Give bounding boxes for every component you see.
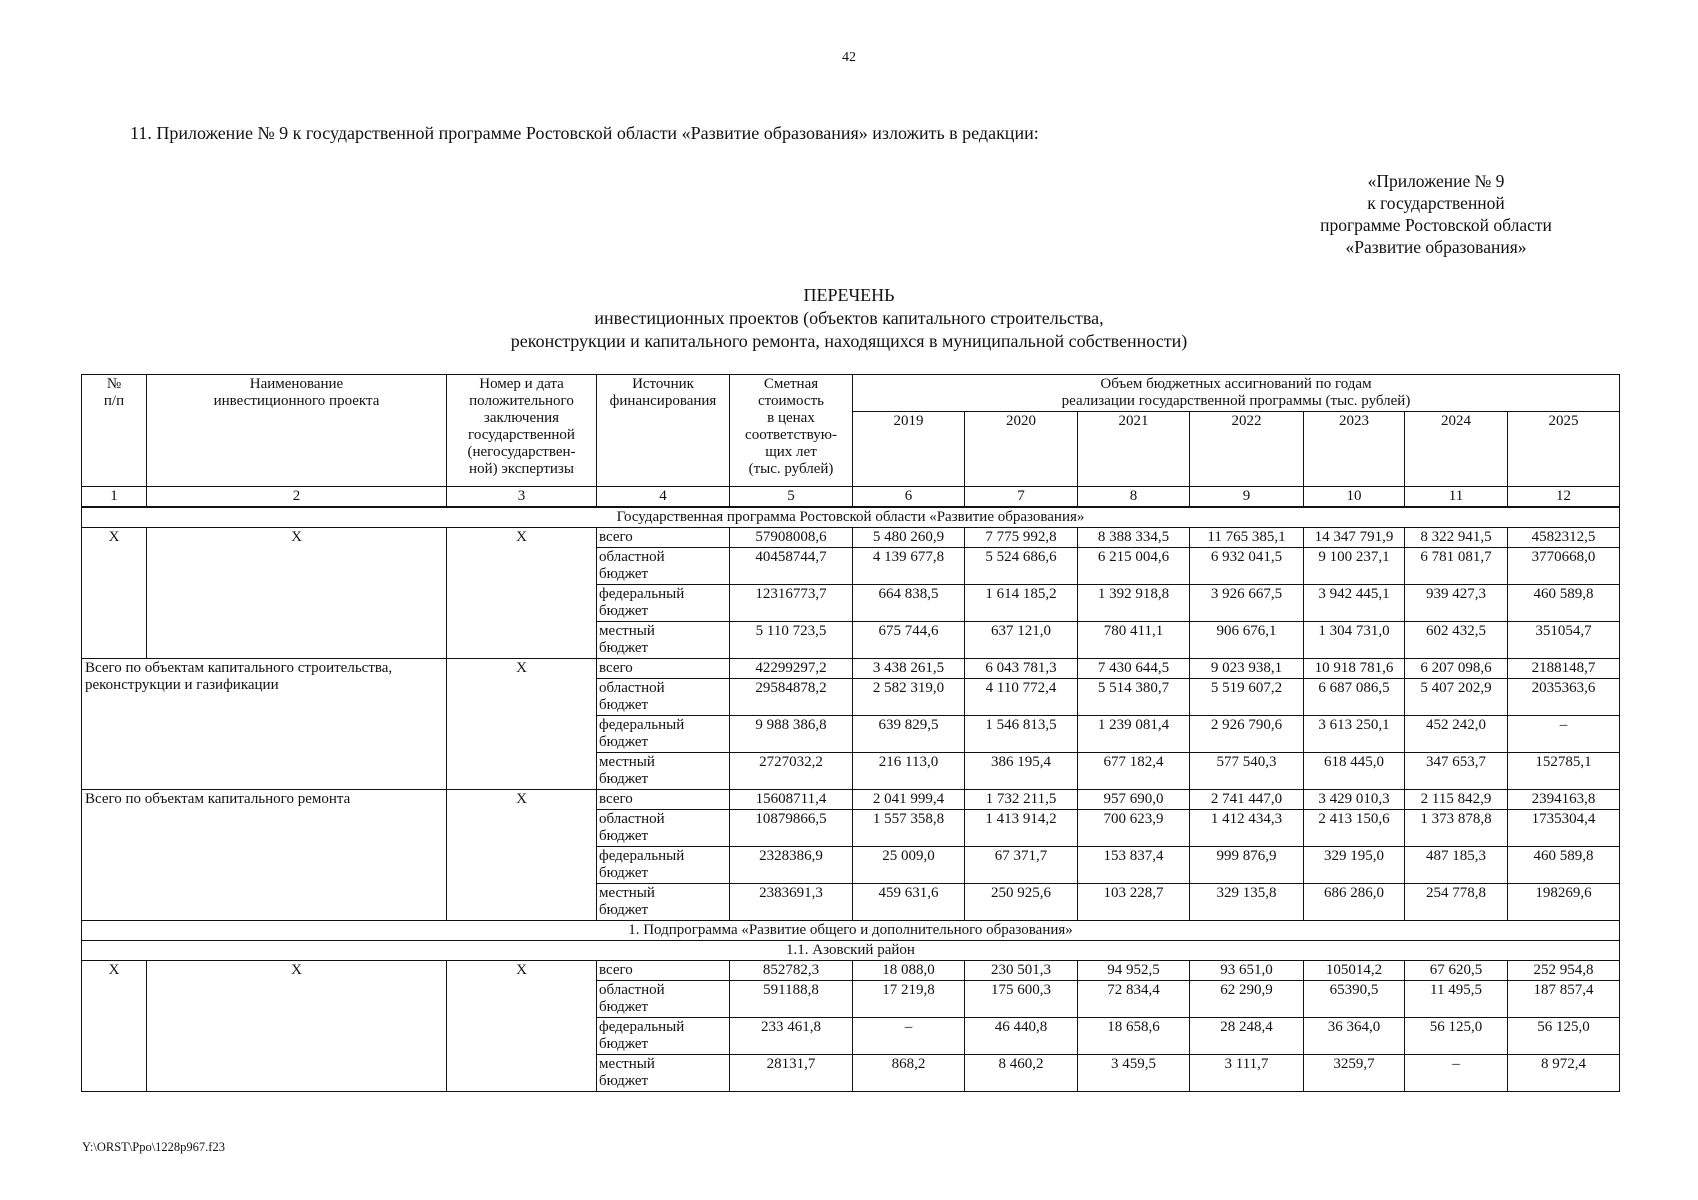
value-cell: 664 838,5 [853,585,965,622]
value-cell: 6 043 781,3 [965,659,1078,679]
value-cell: 11 765 385,1 [1190,528,1304,548]
header-source [597,375,730,487]
value-cell: 3770668,0 [1508,548,1620,585]
value-cell: 40458744,7 [730,548,853,585]
row-number: Х [82,961,147,1092]
value-cell: 618 445,0 [1304,753,1405,790]
project-name: Х [147,528,447,659]
funding-source: местный бюджет [597,884,730,921]
value-cell: 2188148,7 [1508,659,1620,679]
title-line: реконструкции и капитального ремонта, находящихся в муниципальной собственности) [510,331,1188,351]
header-expertise-label: Номер и дата положительного заключения государственной (негосударствен- ной) экспертизы [467,376,576,477]
value-cell: 9 100 237,1 [1304,548,1405,585]
value-cell: 10 918 781,6 [1304,659,1405,679]
value-cell: 67 620,5 [1405,961,1508,981]
title-line: инвестиционных проектов (объектов капитального строительства, [594,308,1104,328]
value-cell: 5 480 260,9 [853,528,965,548]
value-cell: 577 540,3 [1190,753,1304,790]
value-cell: 5 407 202,9 [1405,679,1508,716]
value-cell: 8 460,2 [965,1055,1078,1092]
funding-source: федеральный бюджет [597,1018,730,1055]
appendix-line: «Развитие образования» [1345,237,1527,257]
value-cell: – [1508,716,1620,753]
value-cell: 62 290,9 [1190,981,1304,1018]
value-cell: 17 219,8 [853,981,965,1018]
section-header-row [82,507,1620,528]
header-year: 2023 [1304,412,1405,487]
header-year: 2025 [1508,412,1620,487]
funding-source: всего [597,961,730,981]
value-cell: 2328386,9 [730,847,853,884]
header-year: 2022 [1190,412,1304,487]
header-number [82,375,147,487]
value-cell: 94 952,5 [1078,961,1190,981]
value-cell: 72 834,4 [1078,981,1190,1018]
funding-source: местный бюджет [597,753,730,790]
value-cell: 230 501,3 [965,961,1078,981]
table-row [82,961,1620,981]
funding-source: всего [597,659,730,679]
column-number: 3 [447,487,597,508]
value-cell: 460 589,8 [1508,585,1620,622]
appendix-line: программе Ростовской области [1320,215,1552,235]
funding-source: федеральный бюджет [597,585,730,622]
header-cost [730,375,853,487]
value-cell: 254 778,8 [1405,884,1508,921]
column-number: 5 [730,487,853,508]
funding-source: областной бюджет [597,548,730,585]
column-number: 4 [597,487,730,508]
value-cell: 57908008,6 [730,528,853,548]
expertise: Х [447,528,597,659]
column-number: 11 [1405,487,1508,508]
value-cell: 386 195,4 [965,753,1078,790]
value-cell: 103 228,7 [1078,884,1190,921]
appendix-caption [1276,170,1596,258]
header-year: 2024 [1405,412,1508,487]
funding-source: областной бюджет [597,981,730,1018]
section-header-row [82,921,1620,941]
funding-source: областной бюджет [597,810,730,847]
table-row [82,528,1620,548]
value-cell: 10879866,5 [730,810,853,847]
value-cell: – [853,1018,965,1055]
value-cell: 18 658,6 [1078,1018,1190,1055]
document-title [0,284,1698,353]
value-cell: 780 411,1 [1078,622,1190,659]
expertise: Х [447,790,597,921]
project-name: Х [147,961,447,1092]
value-cell: 67 371,7 [965,847,1078,884]
value-cell: 957 690,0 [1078,790,1190,810]
column-number: 10 [1304,487,1405,508]
value-cell: 56 125,0 [1405,1018,1508,1055]
header-expertise [447,375,597,487]
value-cell: 6 215 004,6 [1078,548,1190,585]
value-cell: 4 110 772,4 [965,679,1078,716]
value-cell: 7 430 644,5 [1078,659,1190,679]
funding-source: областной бюджет [597,679,730,716]
column-number: 6 [853,487,965,508]
value-cell: 2727032,2 [730,753,853,790]
value-cell: 15608711,4 [730,790,853,810]
value-cell: 6 687 086,5 [1304,679,1405,716]
value-cell: 351054,7 [1508,622,1620,659]
value-cell: 5 524 686,6 [965,548,1078,585]
value-cell: 999 876,9 [1190,847,1304,884]
value-cell: 852782,3 [730,961,853,981]
section-header: 1. Подпрограмма «Развитие общего и дополнительного образования» [82,921,1620,941]
value-cell: 5 514 380,7 [1078,679,1190,716]
page-number: 42 [842,50,856,65]
value-cell: 3 111,7 [1190,1055,1304,1092]
header-year: 2020 [965,412,1078,487]
value-cell: 56 125,0 [1508,1018,1620,1055]
value-cell: 9 988 386,8 [730,716,853,753]
value-cell: 1 546 813,5 [965,716,1078,753]
value-cell: 153 837,4 [1078,847,1190,884]
funding-source: всего [597,528,730,548]
header-year: 2019 [853,412,965,487]
value-cell: 12316773,7 [730,585,853,622]
value-cell: 1 413 914,2 [965,810,1078,847]
funding-source: всего [597,790,730,810]
value-cell: 65390,5 [1304,981,1405,1018]
value-cell: 2 115 842,9 [1405,790,1508,810]
value-cell: 2 041 999,4 [853,790,965,810]
value-cell: 939 427,3 [1405,585,1508,622]
row-number: Х [82,528,147,659]
value-cell: 3 459,5 [1078,1055,1190,1092]
value-cell: 11 495,5 [1405,981,1508,1018]
value-cell: 8 322 941,5 [1405,528,1508,548]
header-project-name-label: Наименование инвестиционного проекта [213,376,380,409]
value-cell: 8 388 334,5 [1078,528,1190,548]
value-cell: 4 139 677,8 [853,548,965,585]
value-cell: 93 651,0 [1190,961,1304,981]
header-number-label: № п/п [103,376,125,409]
value-cell: 36 364,0 [1304,1018,1405,1055]
value-cell: 28 248,4 [1190,1018,1304,1055]
value-cell: 3 613 250,1 [1304,716,1405,753]
value-cell: 250 925,6 [965,884,1078,921]
value-cell: 329 195,0 [1304,847,1405,884]
funding-source: местный бюджет [597,622,730,659]
appendix-line: к государственной [1367,193,1505,213]
value-cell: 6 932 041,5 [1190,548,1304,585]
value-cell: 175 600,3 [965,981,1078,1018]
value-cell: 452 242,0 [1405,716,1508,753]
value-cell: 46 440,8 [965,1018,1078,1055]
value-cell: 868,2 [853,1055,965,1092]
value-cell: 1 412 434,3 [1190,810,1304,847]
value-cell: – [1405,1055,1508,1092]
value-cell: 329 135,8 [1190,884,1304,921]
header-volume-label: Объем бюджетных ассигнований по годам реализации государственной программы (тыс. рублей) [1061,376,1411,409]
value-cell: 216 113,0 [853,753,965,790]
value-cell: 14 347 791,9 [1304,528,1405,548]
value-cell: 2 582 319,0 [853,679,965,716]
value-cell: 25 009,0 [853,847,965,884]
value-cell: 187 857,4 [1508,981,1620,1018]
header-year: 2021 [1078,412,1190,487]
value-cell: 675 744,6 [853,622,965,659]
value-cell: 2 413 150,6 [1304,810,1405,847]
footer-file-path: Y:\ORST\Ppo\1228p967.f23 [82,1140,225,1154]
value-cell: 1 614 185,2 [965,585,1078,622]
value-cell: 9 023 938,1 [1190,659,1304,679]
value-cell: 1735304,4 [1508,810,1620,847]
value-cell: 7 775 992,8 [965,528,1078,548]
value-cell: 2 741 447,0 [1190,790,1304,810]
column-number: 8 [1078,487,1190,508]
expertise: Х [447,659,597,790]
value-cell: 233 461,8 [730,1018,853,1055]
header-source-label: Источник финансирования [609,376,717,409]
value-cell: 3 438 261,5 [853,659,965,679]
appendix-line: «Приложение № 9 [1367,171,1505,191]
header-volume [853,375,1620,412]
table-row [82,659,1620,679]
funding-source: федеральный бюджет [597,847,730,884]
value-cell: 29584878,2 [730,679,853,716]
value-cell: 3 926 667,5 [1190,585,1304,622]
value-cell: 198269,6 [1508,884,1620,921]
value-cell: 2 926 790,6 [1190,716,1304,753]
value-cell: 6 781 081,7 [1405,548,1508,585]
value-cell: 639 829,5 [853,716,965,753]
investment-projects-table [81,374,1620,1092]
value-cell: 460 589,8 [1508,847,1620,884]
column-number-row [82,487,1620,508]
expertise: Х [447,961,597,1092]
value-cell: 3 942 445,1 [1304,585,1405,622]
value-cell: 2394163,8 [1508,790,1620,810]
column-number: 7 [965,487,1078,508]
value-cell: 5 110 723,5 [730,622,853,659]
value-cell: 1 304 731,0 [1304,622,1405,659]
value-cell: 3 429 010,3 [1304,790,1405,810]
value-cell: 6 207 098,6 [1405,659,1508,679]
funding-source: местный бюджет [597,1055,730,1092]
project-name: Всего по объектам капитального строительства, реконструкции и газификации [82,659,447,790]
value-cell: 686 286,0 [1304,884,1405,921]
section-header: Государственная программа Ростовской области «Развитие образования» [82,507,1620,528]
value-cell: 105014,2 [1304,961,1405,981]
column-number: 1 [82,487,147,508]
header-project-name [147,375,447,487]
value-cell: 487 185,3 [1405,847,1508,884]
section-header: 1.1. Азовский район [82,941,1620,961]
intro-paragraph: 11. Приложение № 9 к государственной программе Ростовской области «Развитие образования» изложить в редакции: [130,123,1039,143]
value-cell: 18 088,0 [853,961,965,981]
value-cell: 42299297,2 [730,659,853,679]
value-cell: 1 557 358,8 [853,810,965,847]
value-cell: 637 121,0 [965,622,1078,659]
project-name: Всего по объектам капитального ремонта [82,790,447,921]
value-cell: 700 623,9 [1078,810,1190,847]
table-row [82,790,1620,810]
value-cell: 152785,1 [1508,753,1620,790]
value-cell: 1 239 081,4 [1078,716,1190,753]
column-number: 12 [1508,487,1620,508]
funding-source: федеральный бюджет [597,716,730,753]
column-number: 2 [147,487,447,508]
value-cell: 1 373 878,8 [1405,810,1508,847]
value-cell: 2035363,6 [1508,679,1620,716]
header-cost-label: Сметная стоимость в ценах соответствую- щих лет (тыс. рублей) [745,376,837,477]
value-cell: 28131,7 [730,1055,853,1092]
value-cell: 677 182,4 [1078,753,1190,790]
title-main: ПЕРЕЧЕНЬ [803,285,895,305]
value-cell: 602 432,5 [1405,622,1508,659]
value-cell: 5 519 607,2 [1190,679,1304,716]
value-cell: 4582312,5 [1508,528,1620,548]
value-cell: 591188,8 [730,981,853,1018]
value-cell: 459 631,6 [853,884,965,921]
section-header-row [82,941,1620,961]
value-cell: 8 972,4 [1508,1055,1620,1092]
value-cell: 2383691,3 [730,884,853,921]
column-number: 9 [1190,487,1304,508]
value-cell: 906 676,1 [1190,622,1304,659]
value-cell: 1 392 918,8 [1078,585,1190,622]
value-cell: 3259,7 [1304,1055,1405,1092]
value-cell: 347 653,7 [1405,753,1508,790]
value-cell: 1 732 211,5 [965,790,1078,810]
value-cell: 252 954,8 [1508,961,1620,981]
